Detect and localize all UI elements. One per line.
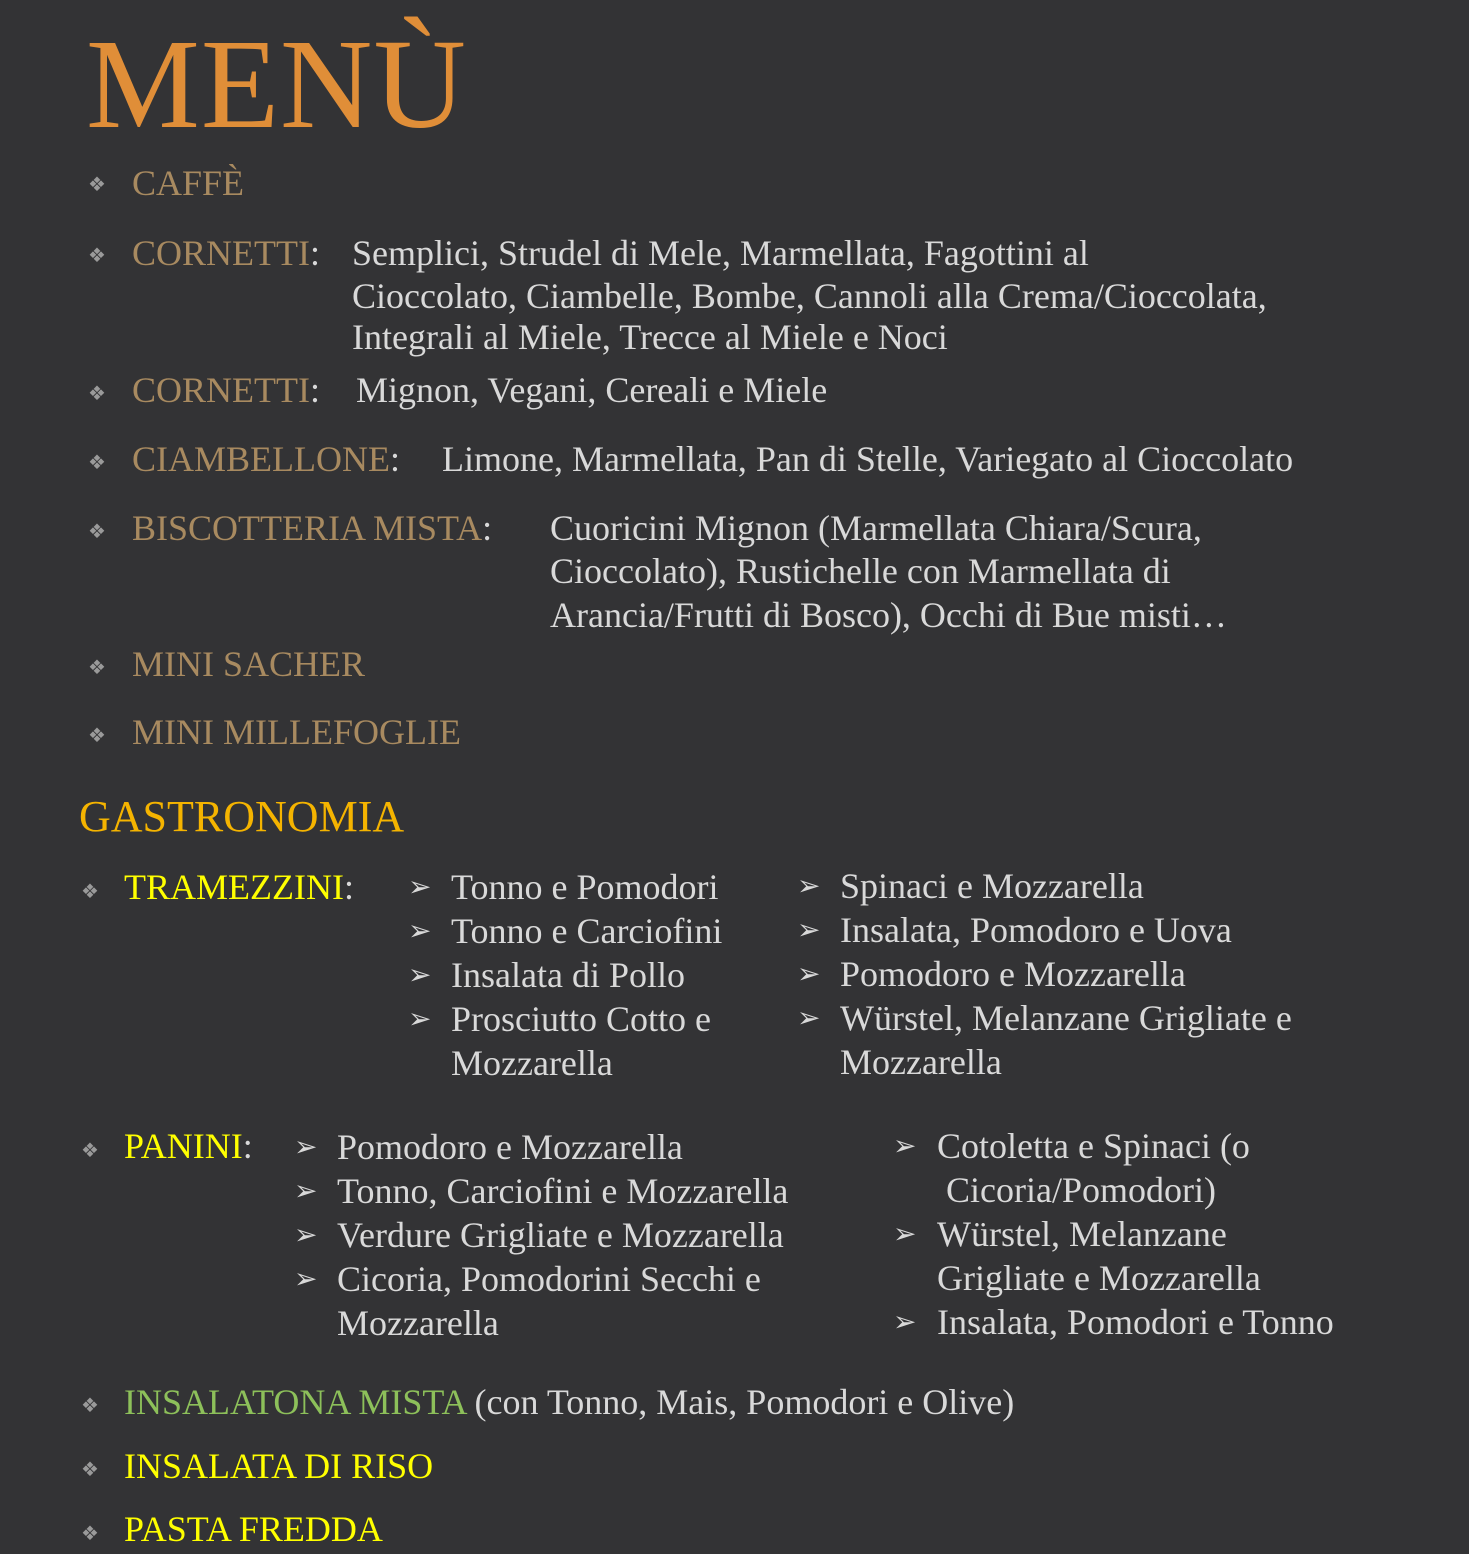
- arrow-bullet-icon: ➢: [294, 1176, 318, 1207]
- diamond-bullet-icon: ❖: [88, 383, 106, 405]
- diamond-bullet-icon: ❖: [81, 1523, 99, 1545]
- arrow-bullet-icon: ➢: [893, 1131, 917, 1162]
- list-item: Tonno e Pomodori: [451, 867, 719, 907]
- diamond-bullet-icon: ❖: [81, 1459, 99, 1481]
- list-item: Pomodoro e Mozzarella: [337, 1127, 683, 1167]
- list-item-continued: Cicoria/Pomodori): [937, 1170, 1216, 1210]
- arrow-bullet-icon: ➢: [294, 1132, 318, 1163]
- arrow-bullet-icon: ➢: [797, 871, 821, 902]
- list-item: Spinaci e Mozzarella: [840, 866, 1144, 906]
- item-mini-sacher: MINI SACHER: [132, 644, 366, 684]
- list-item: Cotoletta e Spinaci (o: [937, 1126, 1250, 1166]
- list-item: Insalata, Pomodori e Tonno: [937, 1302, 1334, 1342]
- item-label: CORNETTI: [132, 370, 310, 410]
- item-label: TRAMEZZINI: [124, 867, 344, 907]
- diamond-bullet-icon: ❖: [88, 521, 106, 543]
- list-item: Tonno e Carciofini: [451, 911, 723, 951]
- item-desc: Limone, Marmellata, Pan di Stelle, Variegato al Cioccolato: [442, 439, 1294, 479]
- item-mini-millefoglie: MINI MILLEFOGLIE: [132, 712, 461, 752]
- item-desc-line: Arancia/Frutti di Bosco), Occhi di Bue misti…: [550, 595, 1227, 635]
- item-insalatona-mista: [124, 1384, 1014, 1420]
- list-item: Pomodoro e Mozzarella: [840, 954, 1186, 994]
- diamond-bullet-icon: ❖: [81, 1395, 99, 1417]
- arrow-bullet-icon: ➢: [797, 1003, 821, 1034]
- item-biscotteria: [132, 510, 492, 546]
- item-insalata-di-riso: INSALATA DI RISO: [124, 1446, 434, 1486]
- list-item: Insalata, Pomodoro e Uova: [840, 910, 1232, 950]
- arrow-bullet-icon: ➢: [797, 959, 821, 990]
- arrow-bullet-icon: ➢: [294, 1220, 318, 1251]
- arrow-bullet-icon: ➢: [893, 1307, 917, 1338]
- item-separator: :: [389, 439, 400, 479]
- item-pasta-fredda: PASTA FREDDA: [124, 1509, 383, 1549]
- item-caffe: CAFFÈ: [132, 163, 245, 203]
- arrow-bullet-icon: ➢: [294, 1264, 318, 1295]
- item-separator: :: [242, 1126, 253, 1166]
- item-desc: Mignon, Vegani, Cereali e Miele: [356, 370, 828, 410]
- diamond-bullet-icon: ❖: [88, 245, 106, 267]
- list-item-continued: Mozzarella: [451, 1043, 613, 1083]
- diamond-bullet-icon: ❖: [88, 657, 106, 679]
- diamond-bullet-icon: ❖: [81, 881, 99, 903]
- list-item: Tonno, Carciofini e Mozzarella: [337, 1171, 789, 1211]
- item-desc-line: Semplici, Strudel di Mele, Marmellata, Fagottini al: [352, 233, 1089, 273]
- item-label: CIAMBELLONE: [132, 439, 390, 479]
- item-tramezzini: [124, 869, 354, 905]
- item-separator: :: [309, 233, 320, 273]
- item-cornetti-2: [132, 372, 320, 408]
- item-cornetti-1: [132, 235, 320, 271]
- list-item-continued: Mozzarella: [840, 1042, 1002, 1082]
- arrow-bullet-icon: ➢: [893, 1219, 917, 1250]
- diamond-bullet-icon: ❖: [81, 1140, 99, 1162]
- item-desc-line: Integrali al Miele, Trecce al Miele e Noci: [352, 317, 948, 357]
- diamond-bullet-icon: ❖: [88, 725, 106, 747]
- item-separator: :: [482, 508, 493, 548]
- list-item: Würstel, Melanzane Grigliate e: [840, 998, 1292, 1038]
- item-separator: :: [309, 370, 320, 410]
- list-item-continued: Mozzarella: [337, 1303, 499, 1343]
- page-title: MENÙ: [86, 13, 467, 155]
- section-heading-gastronomia: GASTRONOMIA: [79, 792, 405, 841]
- item-ciambellone: [132, 441, 400, 477]
- list-item: Würstel, Melanzane: [937, 1214, 1227, 1254]
- diamond-bullet-icon: ❖: [88, 452, 106, 474]
- list-item: Prosciutto Cotto e: [451, 999, 711, 1039]
- item-label: INSALATONA MISTA: [124, 1382, 466, 1422]
- item-desc-line: Cuoricini Mignon (Marmellata Chiara/Scura,: [550, 508, 1202, 548]
- arrow-bullet-icon: ➢: [408, 1004, 432, 1035]
- list-item: Insalata di Pollo: [451, 955, 685, 995]
- item-desc-line: Cioccolato), Rustichelle con Marmellata di: [550, 551, 1171, 591]
- item-desc: (con Tonno, Mais, Pomodori e Olive): [465, 1382, 1015, 1422]
- item-label: CORNETTI: [132, 233, 310, 273]
- item-panini: [124, 1128, 253, 1164]
- list-item-continued: Grigliate e Mozzarella: [937, 1258, 1261, 1298]
- item-label: PANINI: [124, 1126, 243, 1166]
- arrow-bullet-icon: ➢: [408, 960, 432, 991]
- diamond-bullet-icon: ❖: [88, 174, 106, 196]
- arrow-bullet-icon: ➢: [408, 916, 432, 947]
- list-item: Cicoria, Pomodorini Secchi e: [337, 1259, 761, 1299]
- item-label: BISCOTTERIA MISTA: [132, 508, 483, 548]
- list-item: Verdure Grigliate e Mozzarella: [337, 1215, 784, 1255]
- arrow-bullet-icon: ➢: [408, 872, 432, 903]
- item-separator: :: [343, 867, 354, 907]
- item-desc-line: Cioccolato, Ciambelle, Bombe, Cannoli alla Crema/Cioccolata,: [352, 276, 1267, 316]
- arrow-bullet-icon: ➢: [797, 915, 821, 946]
